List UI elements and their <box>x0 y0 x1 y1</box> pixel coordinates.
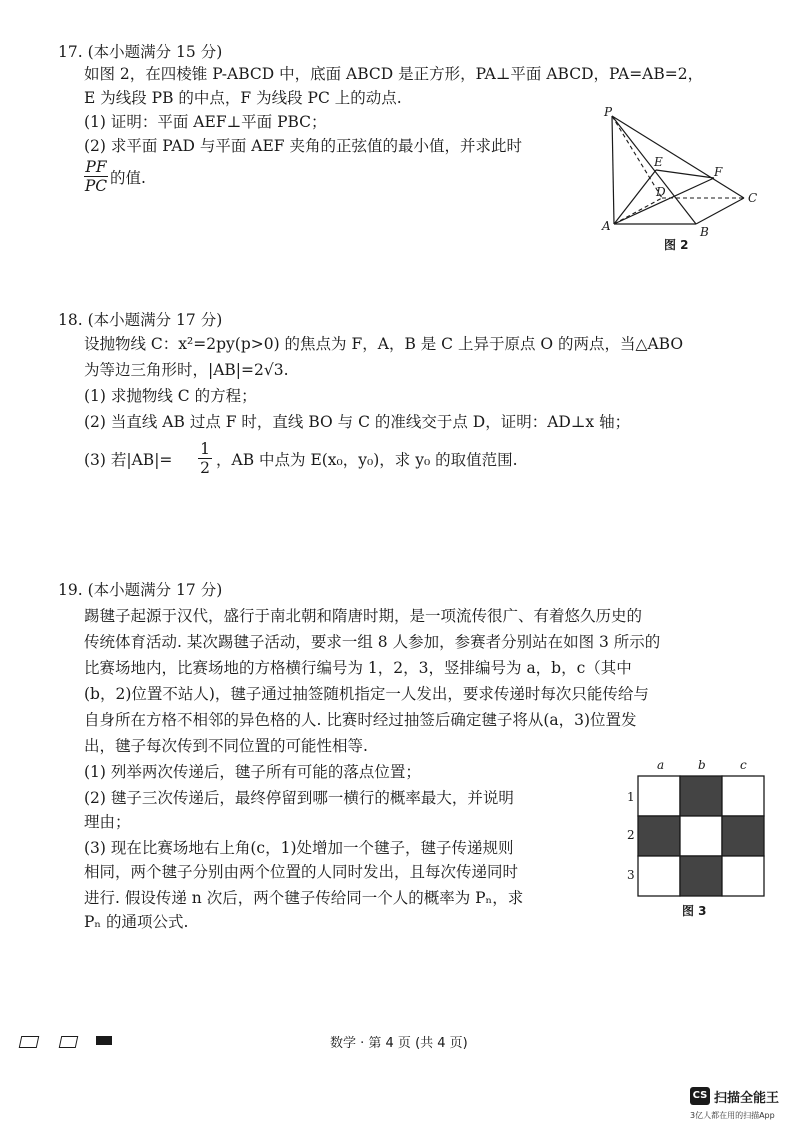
label-c: C <box>748 191 758 205</box>
problem-17-question-2-tail: 的值. <box>110 169 146 187</box>
footer-mark-filled <box>96 1036 112 1045</box>
problem-19-heading: 19. (本小题满分 17 分) <box>58 581 223 599</box>
problem-19-question-1: (1) 列举两次传递后，毽子所有可能的落点位置； <box>84 763 421 781</box>
problem-17-fraction <box>84 158 108 195</box>
edge-pa <box>612 116 614 224</box>
grid-col-label-c: c <box>740 758 747 772</box>
edge-pc <box>612 116 744 198</box>
scanner-brand: 扫描全能王 <box>714 1091 780 1106</box>
fraction-denominator: 2 <box>200 459 210 477</box>
problem-17-question-2: (2) 求平面 PAD 与平面 AEF 夹角的正弦值的最小值，并求此时 <box>84 137 522 155</box>
pyramid-figure <box>596 106 766 246</box>
problem-18-line-2: 为等边三角形时，|AB|=2√3. <box>84 361 289 379</box>
problem-19-question-3-cont-1: 相同，两个毽子分别由两个位置的人同时发出，且每次传递同时 <box>84 863 519 881</box>
problem-19-line-1: 踢毽子起源于汉代，盛行于南北朝和隋唐时期，是一项流传很广、有着悠久历史的 <box>84 607 643 625</box>
scanner-logo-icon: CS <box>690 1087 710 1105</box>
problem-19-question-2: (2) 毽子三次传递后，最终停留到哪一横行的概率最大，并说明 <box>84 789 514 807</box>
fraction-numerator: PF <box>85 158 107 176</box>
label-f: F <box>714 165 723 179</box>
edge-pb <box>612 116 696 224</box>
problem-19-line-2: 传统体育活动. 某次踢毽子活动，要求一组 8 人参加，参赛者分别站在如图 3 所示的 <box>84 633 661 651</box>
problem-19-question-3-cont-2: 进行. 假设传递 n 次后，两个毽子传给同一个人的概率为 Pₙ，求 <box>84 889 524 907</box>
grid-row-label-2: 2 <box>627 828 635 842</box>
cell-c3 <box>722 856 764 896</box>
cell-b1 <box>680 776 722 816</box>
problem-18-heading: 18. (本小题满分 17 分) <box>58 311 223 329</box>
game-field-grid <box>637 775 767 897</box>
cell-c1 <box>722 776 764 816</box>
problem-19-line-5: 自身所在方格不相邻的异色格的人. 比赛时经过抽签后确定毽子将从(a，3)位置发 <box>84 711 637 729</box>
figure-2-caption: 图 2 <box>664 238 689 252</box>
problem-18-question-3-end: ，AB 中点为 E(x₀，y₀)，求 y₀ 的取值范围. <box>216 451 518 469</box>
label-d: D <box>656 185 666 199</box>
cell-a3 <box>638 856 680 896</box>
label-b: B <box>700 225 709 239</box>
scanner-tagline: 3亿人都在用的扫描App <box>690 1111 775 1120</box>
problem-17-line-1: 如图 2，在四棱锥 P-ABCD 中，底面 ABCD 是正方形，PA⊥平面 ABCD，PA=AB=2， <box>84 65 704 83</box>
figure-3-caption: 图 3 <box>682 904 707 918</box>
problem-18-question-1: (1) 求抛物线 C 的方程； <box>84 387 257 405</box>
problem-17-line-2: E 为线段 PB 的中点，F 为线段 PC 上的动点. <box>84 89 402 107</box>
footer-mark-outline-2 <box>59 1036 79 1048</box>
problem-17-question-1: (1) 证明：平面 AEF⊥平面 PBC； <box>84 113 327 131</box>
problem-18-line-1: 设抛物线 C：x²=2py(p>0) 的焦点为 F，A，B 是 C 上异于原点 O 的两点，当△ABO <box>84 335 684 353</box>
cell-c2 <box>722 816 764 856</box>
grid-row-label-3: 3 <box>627 868 635 882</box>
label-e: E <box>654 155 663 169</box>
edge-ad-hidden <box>614 198 662 224</box>
fraction-denominator: PC <box>84 177 108 195</box>
problem-18-question-2: (2) 当直线 AB 过点 F 时，直线 BO 与 C 的准线交于点 D，证明：AD⊥x 轴； <box>84 413 631 431</box>
grid-col-label-b: b <box>698 758 706 772</box>
problem-18-question-3-start: (3) 若|AB|= <box>84 451 173 469</box>
problem-18-fraction <box>198 440 212 477</box>
cell-a2 <box>638 816 680 856</box>
problem-17-heading: 17. (本小题满分 15 分) <box>58 43 223 61</box>
grid-row-label-1: 1 <box>627 790 635 804</box>
grid-col-label-a: a <box>657 758 665 772</box>
label-a: A <box>602 219 611 233</box>
footer-mark-outline-1 <box>19 1036 40 1048</box>
cell-b3 <box>680 856 722 896</box>
problem-19-question-3-cont-3: Pₙ 的通项公式. <box>84 913 189 931</box>
problem-19-line-3: 比赛场地内，比赛场地的方格横行编号为 1，2，3，竖排编号为 a，b，c（其中 <box>84 659 632 677</box>
cell-a1 <box>638 776 680 816</box>
fraction-numerator: 1 <box>198 440 212 459</box>
page-number: 数学 · 第 4 页 (共 4 页) <box>330 1036 468 1051</box>
problem-19-question-3: (3) 现在比赛场地右上角(c，1)处增加一个毽子，毽子传递规则 <box>84 839 514 857</box>
cell-b2 <box>680 816 722 856</box>
problem-19-line-6: 出，毽子每次传到不同位置的可能性相等. <box>84 737 368 755</box>
edge-bc <box>696 198 744 224</box>
problem-19-question-2-cont: 理由； <box>84 813 131 831</box>
label-p: P <box>604 106 613 119</box>
problem-19-line-4: (b，2)位置不站人)，毽子通过抽签随机指定一人发出，要求传递时每次只能传给与 <box>84 685 649 703</box>
